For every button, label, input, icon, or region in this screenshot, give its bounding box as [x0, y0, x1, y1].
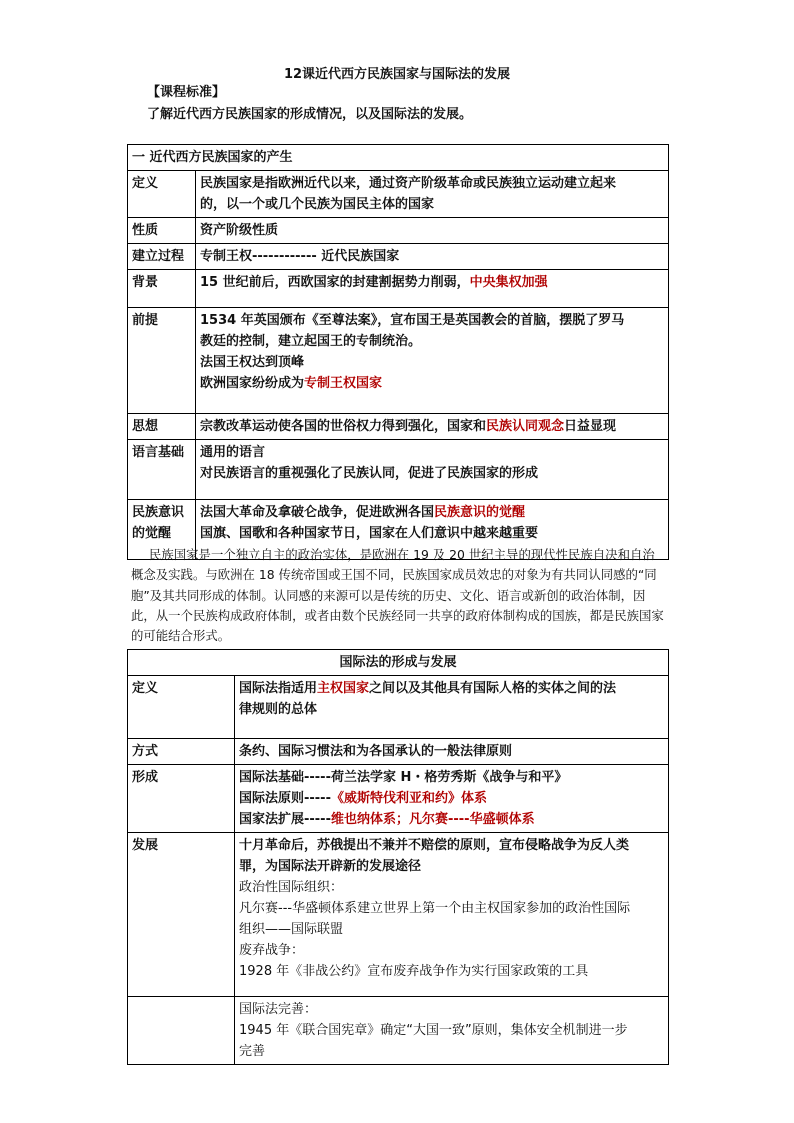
content-line: 罪，为国际法开辟新的发展途径 [239, 859, 422, 874]
content-line: 国际法基础-----荷兰法学家 H・格劳秀斯《战争与和平》 [239, 770, 568, 785]
row-content-process [196, 244, 669, 270]
course-standard-text: 了解近代西方民族国家的形成情况，以及国际法的发展。 [147, 107, 473, 122]
row-label-language: 语言基础 [128, 440, 196, 500]
content-text: 国际法原则----- [239, 791, 331, 806]
content-text: 15 世纪前后，西欧国家的封建割据势力削弱， [200, 275, 470, 290]
page-title: 12课近代西方民族国家与国际法的发展 [283, 67, 511, 82]
international-law-table [127, 649, 669, 1065]
content-text: 国家法扩展----- [239, 812, 331, 827]
content-line: 组织——国际联盟 [239, 922, 344, 937]
content-line: 国际法完善： [239, 1002, 318, 1017]
row-label-nature: 性质 [128, 218, 196, 244]
highlight-text: 中央集权加强 [469, 275, 548, 290]
content-line: 政治性国际组织： [239, 880, 344, 895]
nation-state-table [127, 144, 669, 560]
row-label-premise: 前提 [128, 308, 196, 414]
content-text: 宗教改革运动使各国的世俗权力得到强化，国家和 [200, 419, 487, 434]
row-content-improvement [235, 997, 669, 1065]
highlight-text: 维也纳体系；凡尔赛----华盛顿体系 [330, 812, 535, 827]
row-content-thought [196, 414, 669, 440]
row-label-development: 发展 [128, 833, 235, 997]
content-text: 欧洲国家纷纷成为 [200, 376, 305, 391]
row-content-language [196, 440, 669, 500]
nation-state-paragraph: 民族国家是一个独立自主的政治实体，是欧洲在 19 及 20 世纪主导的现代性民族自决和自治概念及实践。与欧洲在 18 传统帝国或王国不同，民族国家成员效忠的对象为有共同认同感的“同胞”及其共同形成的体制。认同感的来源可以是传统的历史、文化、语言或新创的政治体制，因此，从一个民族构成政府体制，或者由数个民族经同一共享的政府体制构成的国族，都是民族国家的可能结合形式。 [131, 547, 664, 644]
row-content-method [235, 739, 669, 765]
content-line: 十月革命后，苏俄提出不兼并不赔偿的原则，宣布侵略战争为反人类 [239, 838, 630, 853]
content-line: 的，以一个或几个民族为国民主体的国家 [200, 197, 435, 212]
content-line: 完善 [239, 1044, 266, 1059]
row-content-background [196, 270, 669, 308]
content-line [200, 502, 664, 523]
row-label-improvement [128, 997, 235, 1065]
content-line: 1928 年《非战公约》宣布废弃战争作为实行国家政策的工具 [239, 964, 589, 979]
highlight-text: 《威斯特伐利亚和约》体系 [330, 791, 487, 806]
row-label-formation: 形成 [128, 765, 235, 833]
content-line: 对民族语言的重视强化了民族认同，促进了民族国家的形成 [200, 466, 539, 481]
content-line: 通用的语言 [200, 445, 266, 460]
highlight-text: 民族认同观念 [486, 419, 565, 434]
highlight-text: 民族意识的觉醒 [434, 505, 526, 520]
highlight-text: 主权国家 [317, 681, 370, 696]
row-label-method: 方式 [128, 739, 235, 765]
content-text: 法国大革命及拿破仑战争，促进欧洲各国 [200, 505, 435, 520]
content-line: 1945 年《联合国宪章》确定“大国一致”原则，集体安全机制进一步 [239, 1023, 628, 1038]
content-line: 专制王权------------ 近代民族国家 [200, 249, 400, 264]
row-label-background: 背景 [128, 270, 196, 308]
row-content-law-definition [235, 676, 669, 739]
content-line: 凡尔赛---华盛顿体系建立世界上第一个由主权国家参加的政治性国际 [239, 901, 631, 916]
content-line: 教廷的控制，建立起国王的专制统治。 [200, 334, 422, 349]
row-label-process: 建立过程 [128, 244, 196, 270]
content-line [239, 788, 664, 809]
content-line [239, 678, 664, 699]
content-line [200, 373, 664, 394]
content-text: 日益显现 [564, 419, 617, 434]
row-label-definition: 定义 [128, 171, 196, 218]
content-line: 法国王权达到顶峰 [200, 355, 305, 370]
label-line: 的觉醒 [132, 526, 172, 541]
row-content-nature [196, 218, 669, 244]
content-text: 国际法指适用 [239, 681, 318, 696]
table1-header: 一 近代西方民族国家的产生 [128, 145, 669, 171]
row-label-law-definition: 定义 [128, 676, 235, 739]
course-standard-label: 【课程标准】 [147, 85, 226, 100]
content-line [239, 809, 664, 830]
content-line: 废弃战争： [239, 943, 305, 958]
content-line: 1534 年英国颁布《至尊法案》，宣布国王是英国教会的首脑，摆脱了罗马 [200, 313, 625, 328]
row-content-premise [196, 308, 669, 414]
label-line: 民族意识 [132, 505, 185, 520]
content-line: 资产阶级性质 [200, 223, 279, 238]
highlight-text: 专制王权国家 [304, 376, 383, 391]
row-label-thought: 思想 [128, 414, 196, 440]
content-text: 之间以及其他具有国际人格的实体之间的法 [369, 681, 617, 696]
row-content-development [235, 833, 669, 997]
content-line: 条约、国际习惯法和为各国承认的一般法律原则 [239, 744, 513, 759]
content-line: 民族国家是指欧洲近代以来，通过资产阶级革命或民族独立运动建立起来 [200, 176, 617, 191]
content-line: 律规则的总体 [239, 702, 318, 717]
row-content-formation [235, 765, 669, 833]
content-line: 国旗、国歌和各种国家节日，国家在人们意识中越来越重要 [200, 526, 539, 541]
table2-header: 国际法的形成与发展 [128, 650, 669, 676]
row-content-definition [196, 171, 669, 218]
